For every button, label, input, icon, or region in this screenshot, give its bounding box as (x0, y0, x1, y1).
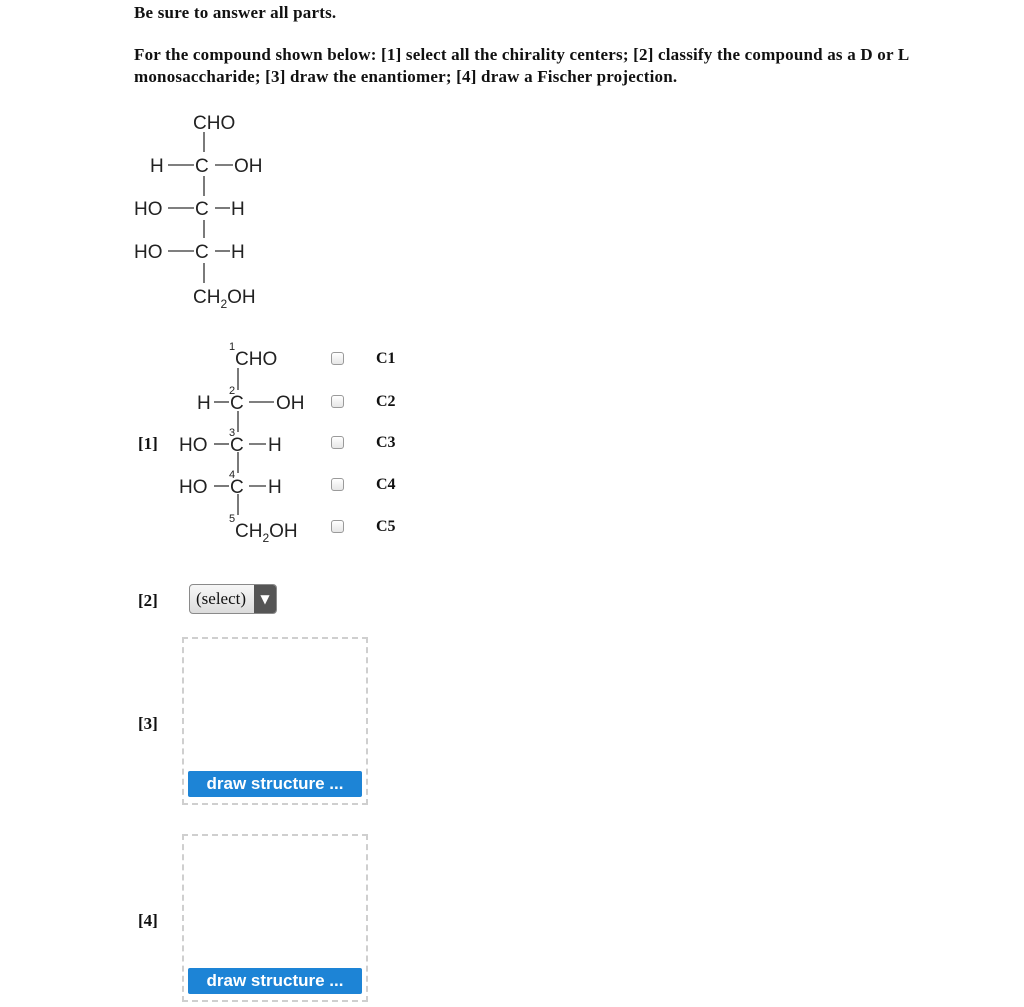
num-row2-left: HO (179, 435, 208, 456)
enantiomer-drawing-area[interactable] (182, 637, 368, 805)
num-5: 5 (229, 513, 236, 525)
num-4: 4 (229, 469, 236, 481)
checkbox-c2-label: C2 (376, 393, 396, 410)
instructions: Be sure to answer all parts. (134, 3, 337, 22)
row3-center: C (195, 242, 209, 263)
num-row3-right: H (268, 477, 282, 498)
fischer-drawing-area[interactable] (182, 834, 368, 1002)
part1-label: [1] (138, 434, 158, 453)
row3-left: HO (134, 242, 163, 263)
num-3: 3 (229, 427, 236, 439)
question-text: For the compound shown below: [1] select all the chirality centers; [2] classify the compound as a D or L monosaccharide; [3] draw the enantiomer; [4] draw a Fischer projection. (134, 45, 909, 86)
chevron-down-icon: ▼ (254, 585, 276, 613)
part2-label: [2] (138, 591, 158, 610)
num-2: 2 (229, 385, 236, 397)
dl-classification-select[interactable] (189, 584, 277, 614)
draw-structure-button-enantiomer[interactable]: draw structure ... (188, 771, 362, 797)
row1-right: OH (234, 156, 263, 177)
num-row3-left: HO (179, 477, 208, 498)
checkbox-c1-label: C1 (376, 350, 396, 367)
num-1: 1 (229, 341, 236, 353)
select-value: (select) (196, 589, 247, 608)
checkbox-c4-label: C4 (376, 476, 396, 493)
num-row1-right: OH (276, 393, 305, 414)
row1-center: C (195, 156, 209, 177)
num-bottom-ch2oh: $CH_2OH$ (235, 521, 298, 545)
part4-label: [4] (138, 911, 158, 930)
num-top-cho: CHO (235, 349, 278, 370)
row3-right: H (231, 242, 245, 263)
checkbox-c3[interactable] (331, 436, 344, 449)
checkbox-c1[interactable] (331, 352, 344, 365)
num-row3-center: C (230, 477, 244, 498)
checkbox-c5-label: C5 (376, 518, 396, 535)
checkbox-c2[interactable] (331, 395, 344, 408)
checkbox-c4[interactable] (331, 478, 344, 491)
checkbox-c3-label: C3 (376, 434, 396, 451)
draw-structure-button-fischer[interactable]: draw structure ... (188, 968, 362, 994)
num-row1-center: C (230, 393, 244, 414)
num-row2-center: C (230, 435, 244, 456)
row2-center: C (195, 199, 209, 220)
checkbox-c5[interactable] (331, 520, 344, 533)
row1-left: H (150, 156, 164, 177)
num-row1-left: H (197, 393, 211, 414)
row2-right: H (231, 199, 245, 220)
top-cho: CHO (193, 113, 236, 134)
part3-label: [3] (138, 714, 158, 733)
bottom-ch2oh: $CH_2OH$ (193, 287, 256, 311)
row2-left: HO (134, 199, 163, 220)
num-row2-right: H (268, 435, 282, 456)
